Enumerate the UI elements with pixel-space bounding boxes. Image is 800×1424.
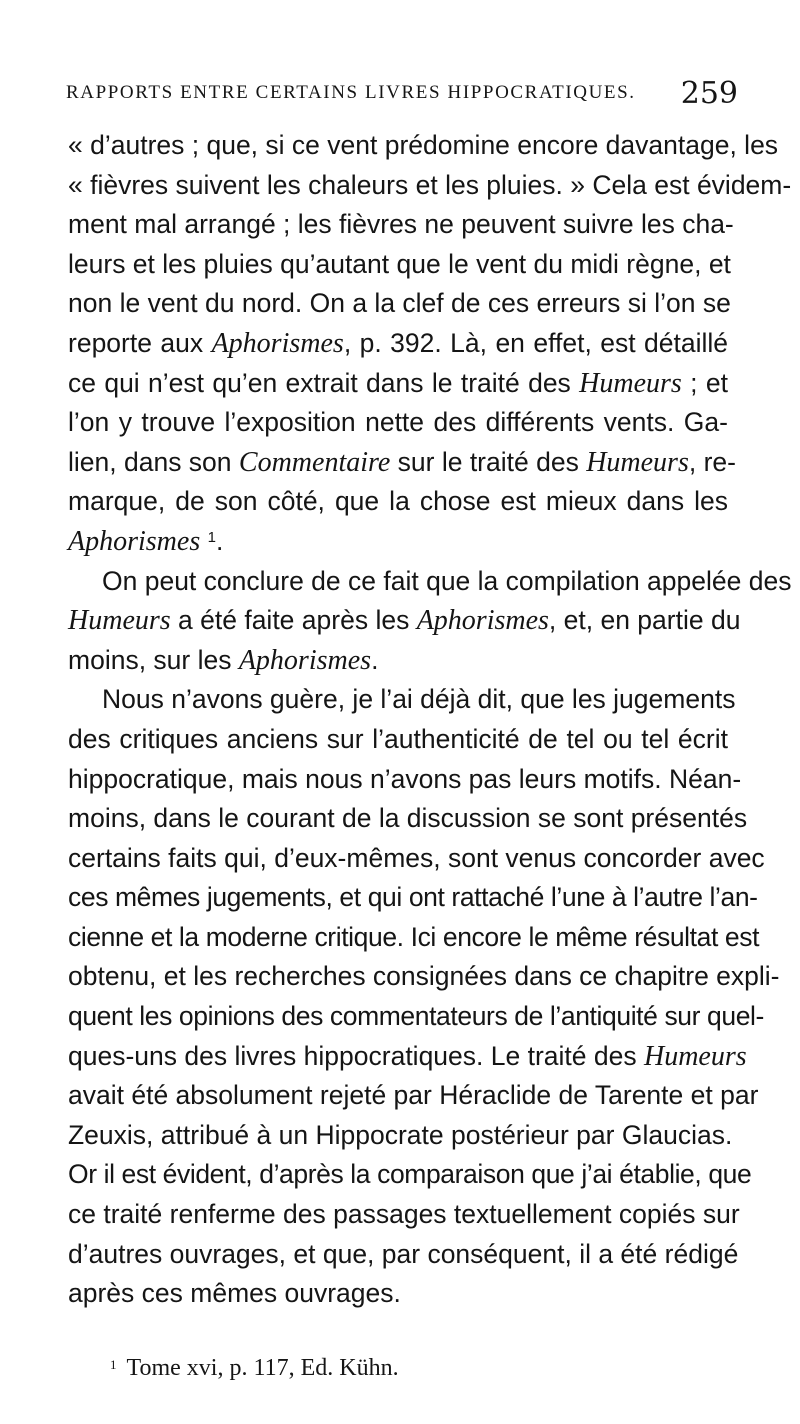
title-aphorismes: Aphorismes: [211, 327, 344, 359]
text-line: leurs et les pluies qu’autant que le vent du midi règne, et: [68, 248, 731, 279]
page-number: 259: [680, 76, 738, 111]
text-line: moins, sur les Aphorismes.: [68, 644, 379, 676]
text-line: quent les opinions des commentateurs de l’antiquité sur quel-: [68, 1001, 764, 1032]
text-line: ment mal arrangé ; les fièvres ne peuvent suivre les cha-: [68, 209, 734, 240]
title-humeurs: Humeurs: [68, 605, 171, 637]
text-line: cienne et la moderne critique. Ici encore le même résultat est: [68, 921, 760, 952]
paragraph-start: On peut conclure de ce fait que la compilation appelée des: [102, 565, 792, 596]
text-line: ce traité renferme des passages textuellement copiés sur: [68, 1199, 740, 1230]
title-humeurs: Humeurs: [579, 367, 682, 399]
text-line: obtenu, et les recherches consignées dans ce chapitre expli-: [68, 961, 780, 992]
footnote-text: Tome xvi, p. 117, Ed. Kühn.: [126, 1355, 399, 1381]
text-line: ce qui n’est qu’en extrait dans le traité des Humeurs ; et: [68, 367, 728, 399]
text-line: l’on y trouve l’exposition nette des différents vents. Ga-: [68, 407, 728, 438]
text-line: lien, dans son Commentaire sur le traité des Humeurs, re-: [68, 446, 736, 478]
text-line: après ces mêmes ouvrages.: [68, 1278, 401, 1309]
title-aphorismes: Aphorismes: [416, 605, 549, 637]
title-aphorismes: Aphorismes: [238, 644, 372, 676]
text-line: « fièvres suivent les chaleurs et les pluies. » Cela est évidem-: [68, 169, 792, 200]
title-humeurs: Humeurs: [643, 1040, 747, 1072]
text-line: certains faits qui, d’eux-mêmes, sont venus concorder avec: [68, 842, 765, 873]
title-aphorismes: Aphorismes: [68, 525, 201, 557]
text-line: reporte aux Aphorismes, p. 392. Là, en effet, est détaillé: [68, 327, 729, 359]
text-line: Or il est évident, d’après la comparaison que j’ai établie, que: [68, 1159, 752, 1190]
footnote: [110, 1355, 399, 1382]
text-line: ces mêmes jugements, et qui ont rattaché l’une à l’autre l’an-: [68, 882, 758, 913]
footnote-reference: 1: [207, 528, 216, 546]
footnote-marker: 1: [110, 1357, 117, 1372]
body-text: [68, 126, 792, 1314]
text-line: non le vent du nord. On a la clef de ces erreurs si l’on se: [68, 288, 731, 319]
paragraph-start: Nous n’avons guère, je l’ai déjà dit, que les jugements: [102, 684, 736, 715]
text-line: Zeuxis, attribué à un Hippocrate postérieur par Glaucias.: [68, 1119, 733, 1150]
title-humeurs: Humeurs: [586, 446, 689, 478]
text-line: des critiques anciens sur l’authenticité de tel ou tel écrit: [68, 723, 728, 754]
text-line: avait été absolument rejeté par Héraclide de Tarente et par: [68, 1080, 759, 1111]
running-head: [66, 76, 738, 116]
text-line: Aphorismes $^1$.: [68, 525, 224, 557]
text-line: hippocratique, mais nous n’avons pas leurs motifs. Néan-: [68, 763, 742, 794]
text-line: moins, dans le courant de la discussion se sont présentés: [68, 803, 748, 834]
text-line: marque, de son côté, que la chose est mieux dans les: [68, 486, 728, 517]
text-line: ques-uns des livres hippocratiques. Le traité des Humeurs: [68, 1040, 747, 1072]
text-line: Humeurs a été faite après les Aphorismes, et, en partie du: [68, 605, 741, 637]
running-title: RAPPORTS ENTRE CERTAINS LIVRES HIPPOCRATIQUES.: [66, 82, 636, 103]
text-line: d’autres ouvrages, et que, par conséquent, il a été rédigé: [68, 1238, 739, 1269]
title-commentaire: Commentaire: [238, 446, 391, 478]
text-line: « d’autres ; que, si ce vent prédomine encore davantage, les: [68, 130, 779, 160]
